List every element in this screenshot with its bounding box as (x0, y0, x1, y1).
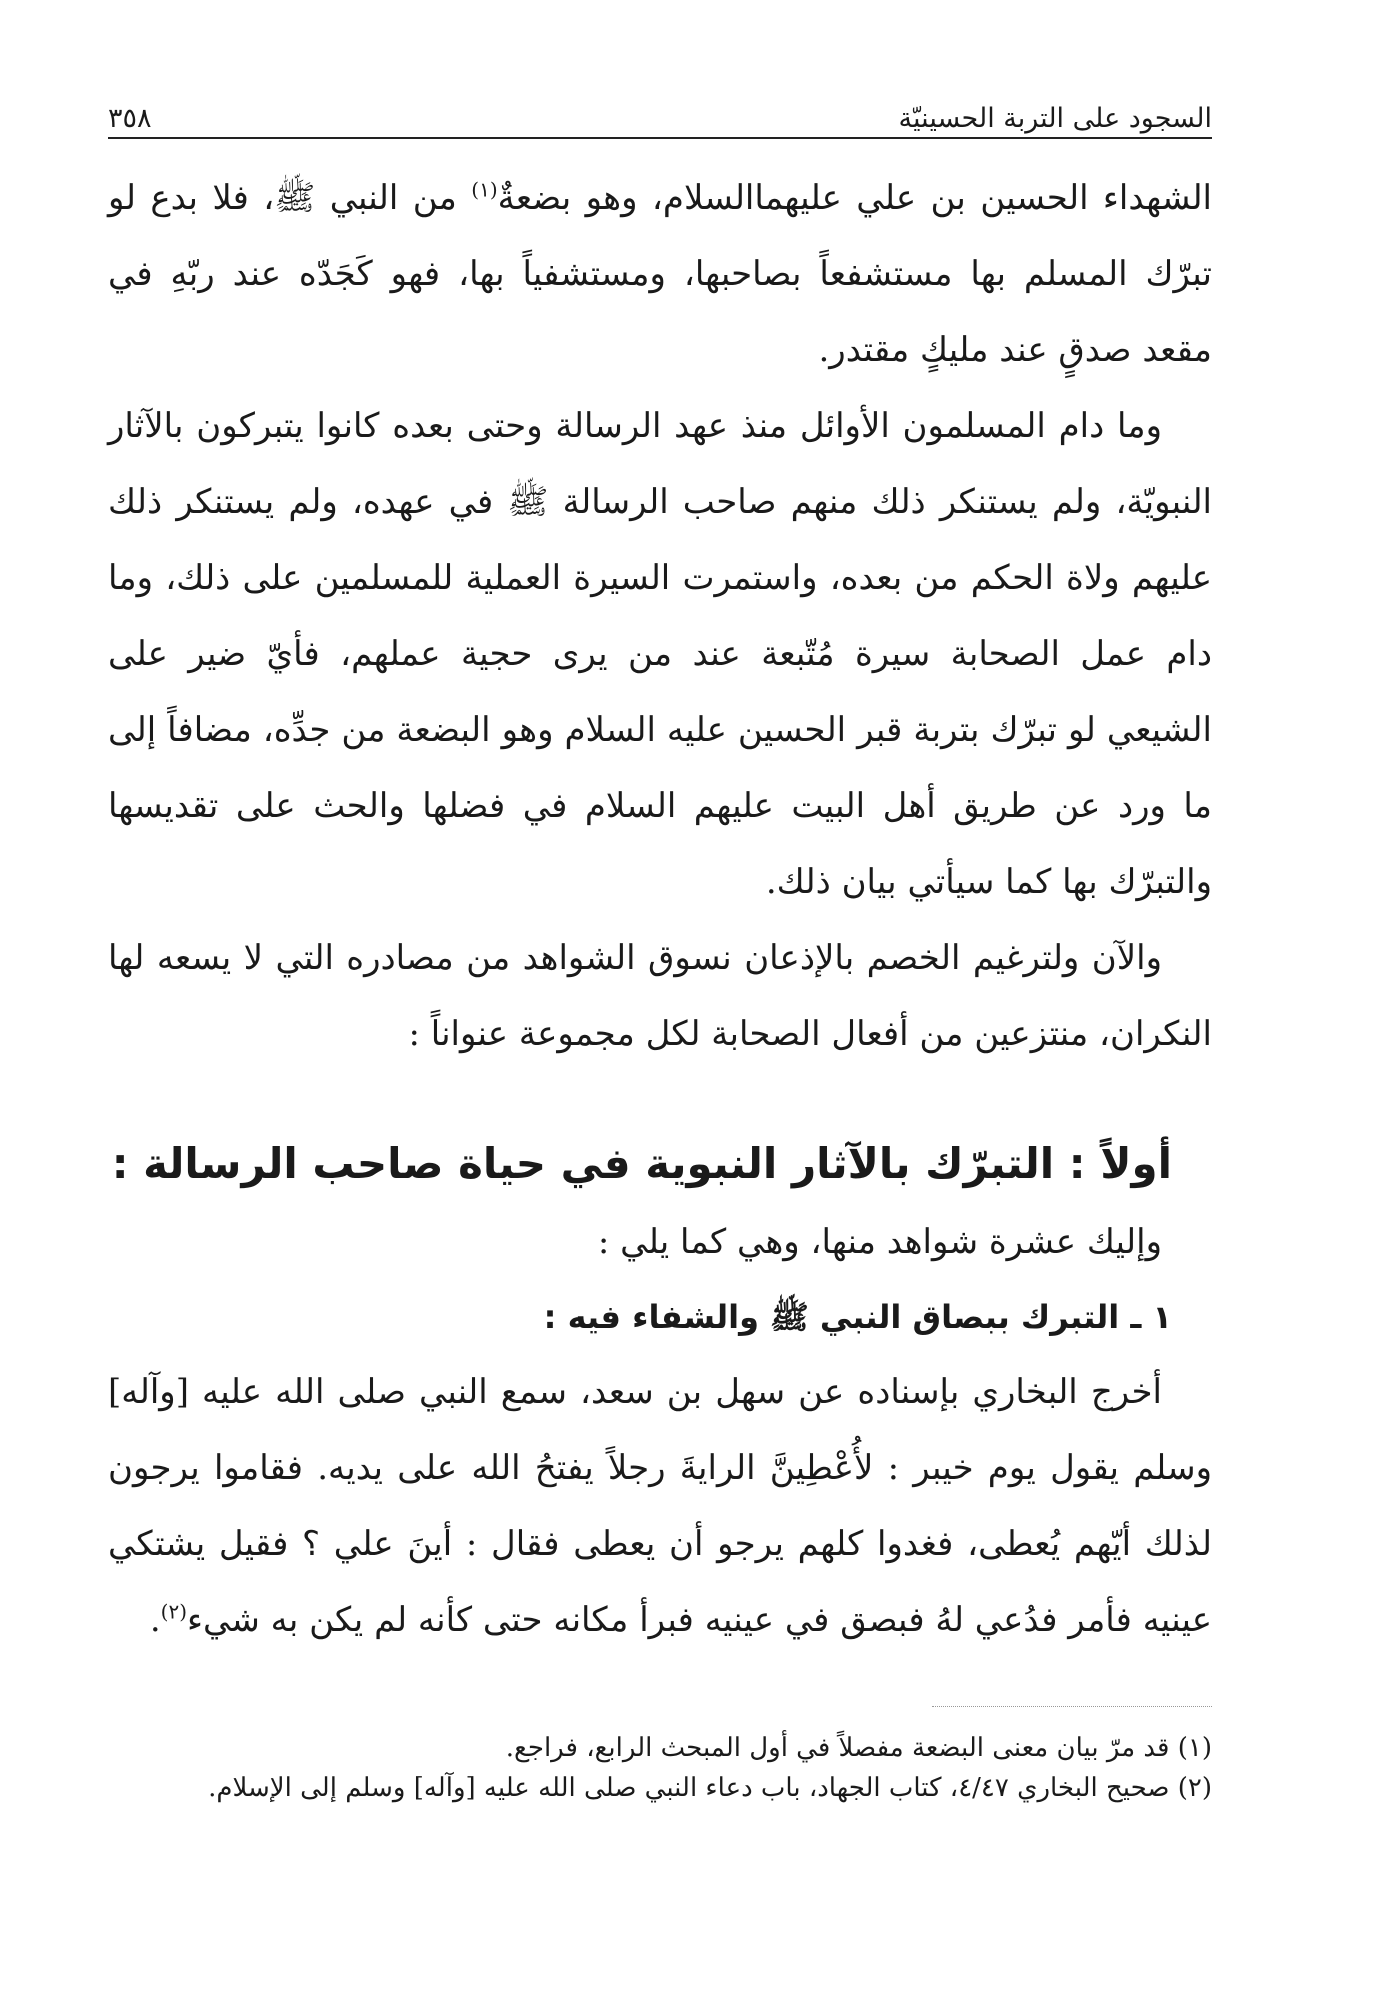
paragraph-1-text: الشهداء الحسين بن علي عليهماالسلام، وهو بضعةٌ (497, 178, 1212, 218)
running-title: السجود على التربة الحسينيّة (898, 103, 1212, 134)
hadith-text: أخرج البخاري بإسناده عن سهل بن سعد، سمع النبي صلى الله عليه [وآله] وسلم يقول يوم خيبر : لأُعْطِينَّ الرايةَ رجلاً يفتحُ الله على يديه. فقاموا يرجون لذلك أيّهم يُعطى، فغدوا كلهم يرجو أن يعطى فقال : أينَ علي ؟ فقيل يشتكي عينيه فأمر فدُعي لهُ فبصق في عينيه فبرأ مكانه حتى كأنه لم يكن به شيء (108, 1372, 1212, 1640)
footnote-rule (932, 1706, 1212, 1707)
hadith-paragraph: أخرج البخاري بإسناده عن سهل بن سعد، سمع النبي صلى الله عليه [وآله] وسلم يقول يوم خيبر : لأُعْطِينَّ الرايةَ رجلاً يفتحُ الله على يديه. فقاموا يرجون لذلك أيّهم يُعطى، فغدوا كلهم يرجو أن يعطى فقال : أينَ علي ؟ فقيل يشتكي عينيه فأمر فدُعي لهُ فبصق في عينيه فبرأ مكانه حتى كأنه لم يكن به شيء$^{(٢)}$. (108, 1372, 1212, 1640)
footnote-1: (١) قد مرّ بيان معنى البضعة مفصلاً في أول المبحث الرابع، فراجع. (505, 1733, 1212, 1763)
page-header (108, 84, 1212, 134)
paragraph-1 (108, 160, 1212, 388)
paragraph-3: والآن ولترغيم الخصم بالإذعان نسوق الشواهد من مصادره التي لا يسعه لها النكران، منتزعين من أفعال الصحابة لكل مجموعة عنواناً : (108, 938, 1212, 1054)
paragraph-2: وما دام المسلمون الأوائل منذ عهد الرسالة وحتى بعده كانوا يتبركون بالآثار النبويّة، ولم يستنكر ذلك منهم صاحب الرسالة ﷺ في عهده، ولم يستنكر ذلك عليهم ولاة الحكم من بعده، واستمرت السيرة العملية للمسلمين على ذلك، وما دام عمل الصحابة سيرة مُتّبعة عند من يرى حجية عملهم، فأيّ ضير على الشيعي لو تبرّك بتربة قبر الحسين عليه السلام وهو البضعة من جدِّه، مضافاً إلى ما ورد عن طريق أهل البيت عليهم السلام في فضلها والحث على تقديسها والتبرّك بها كما سيأتي بيان ذلك. (108, 406, 1212, 902)
footnotes (108, 1728, 1212, 1808)
paragraph-1-cont: من النبي ﷺ، فلا بدع لو تبرّك المسلم بها مستشفعاً بصاحبها، ومستشفياً بها، فهو كَجَدّه عند ربّهِ في مقعد صدقٍ عند مليكٍ مقتدر. (108, 178, 1212, 370)
main-text (108, 160, 1212, 1658)
section-heading: أولاً : التبرّك بالآثار النبوية في حياة صاحب الرسالة : (111, 1139, 1172, 1188)
page-number: ٣٥٨ (108, 103, 152, 134)
footnote-mark-1: (١) (471, 177, 498, 202)
footnote-2: (٢) صحيح البخاري ٤/٤٧، كتاب الجهاد، باب دعاء النبي صلى الله عليه [وآله] وسلم إلى الإسلام. (208, 1773, 1212, 1803)
subsection-heading: ١ ـ التبرك ببصاق النبي ﷺ والشفاء فيه : (543, 1298, 1172, 1336)
header-rule (108, 137, 1212, 139)
intro-line: وإليك عشرة شواهد منها، وهي كما يلي : (597, 1222, 1162, 1262)
footnote-mark-2: (٢) (160, 1599, 188, 1624)
